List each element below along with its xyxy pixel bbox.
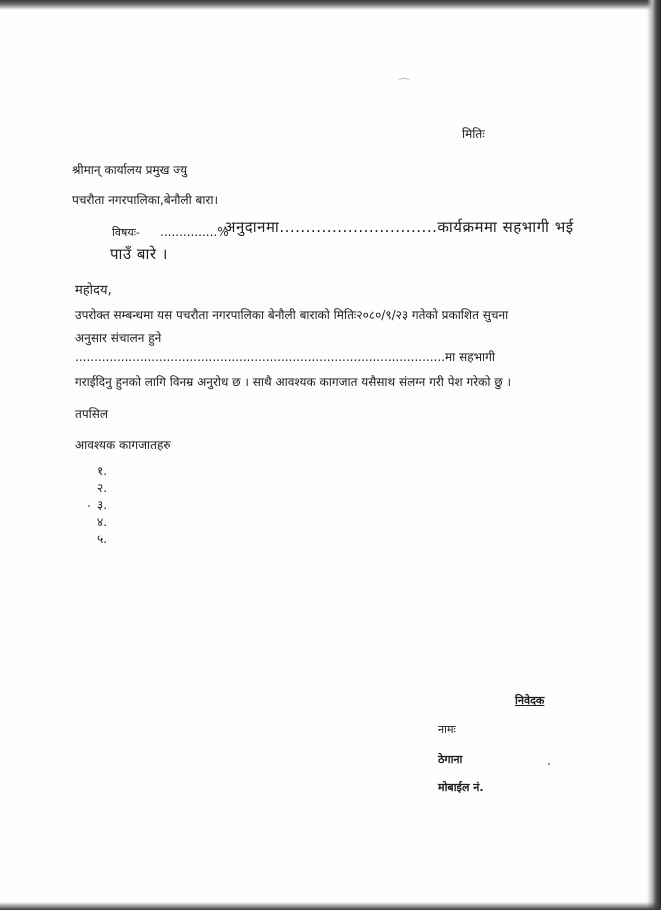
scan-edge-bottom [0,902,661,910]
name-label: नामः [438,723,456,736]
enclosure-item: ५. [97,532,108,546]
scan-edge-right [647,0,661,910]
body-line-4: गराईदिनु हुनको लागि विनम्र अनुरोध छ । साथै आवश्यक कागजात यसैसाथ संलग्न गरी पेश गरेको छु । [75,375,512,389]
date-label: मितिः [462,127,485,141]
enclosure-item: ३. [97,498,108,512]
salutation: महोदय, [75,283,112,298]
address-label: ठेगाना [438,753,463,766]
enclosure-item: २. [97,481,108,495]
addressee-line-1: श्रीमान् कार्यालय प्रमुख ज्यु [72,163,188,177]
enclosure-heading: तपसिल [75,407,109,421]
body-line-2: अनुसार संचालन हुने [75,331,162,345]
scan-speck [88,505,90,507]
subject-percent-blank: ...............% [160,225,229,239]
enclosure-item: ४. [97,515,108,529]
scan-speck [548,763,550,765]
body-line-1: उपरोक्त सम्बन्धमा यस पचरौता नगरपालिका बेनौली बाराको मितिः२०८०/९/२३ गतेको प्रकाशित सुचना [75,308,509,322]
body-line-3: .................................................................................................मा सहभागी [75,350,495,364]
mobile-label: मोबाईल नं. [438,781,484,794]
subject-label: विषयः- [112,226,140,239]
scan-mark [398,78,410,85]
subject-line-2: पाउँ बारे । [110,245,168,263]
enclosure-subheading: आवश्यक कागजातहरु [75,438,171,452]
addressee-line-2: पचरौता नगरपालिका,बेनौली बारा। [72,193,219,207]
subject-grant-text: अनुदानमा..............................कार्यक्रममा सहभागी भई [224,218,574,236]
scan-edge-top [0,0,661,10]
applicant-title: निवेदक [515,694,545,707]
enclosure-item: १. [97,464,108,478]
